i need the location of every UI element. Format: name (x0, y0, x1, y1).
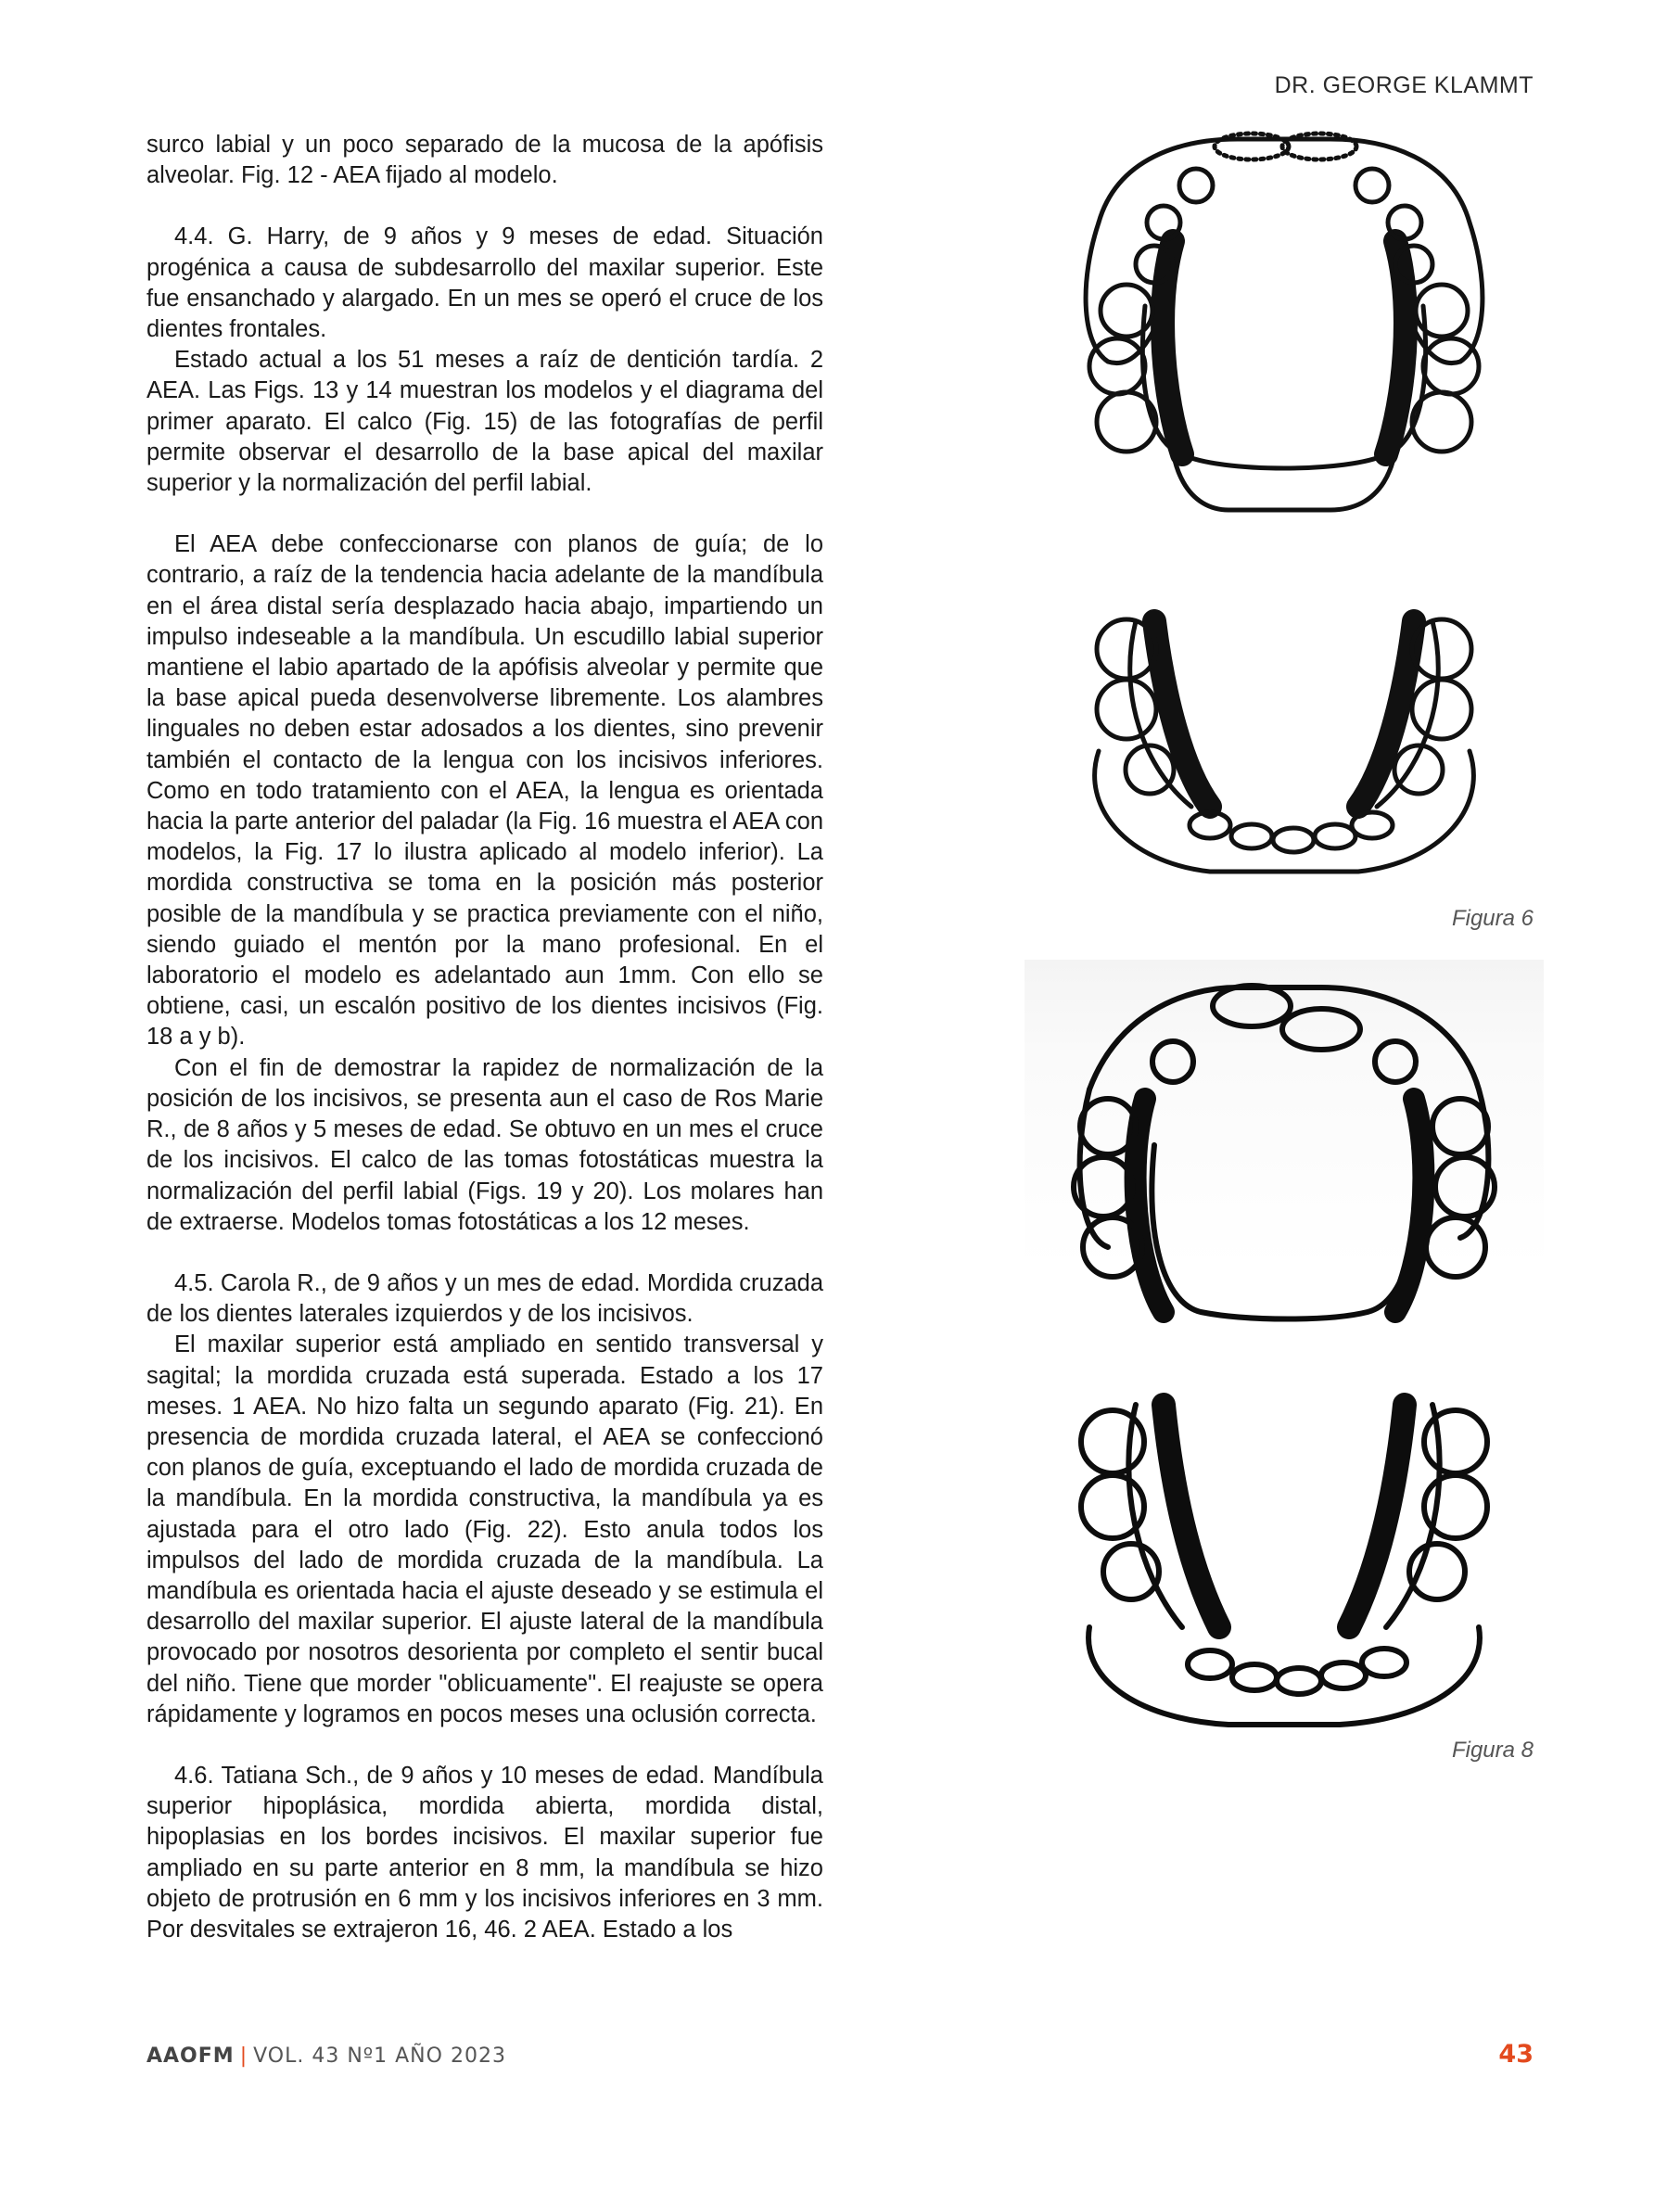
paragraph: El maxilar superior está ampliado en sentido transversal y sagital; la mordida cruzada está superada. Estado a los 17 meses. 1 AEA. No hizo falta un segundo aparato (Fig. 21). En presencia de mordida cruzada lateral, el AEA se confeccionó con planos de guía, exceptuando el lado de mordida cruzada de la mandíbula. En la mordida constructiva, la mandíbula ya es ajustada para el otro lado (Fig. 22). Esto anula todos los impulsos del lado de mordida cruzada de la mandíbula. La mandíbula es orientada hacia el ajuste deseado y se estimula el desarrollo del maxilar superior. El ajuste lateral de la mandíbula provocado por nosotros desorienta por completo el sentir bucal del niño. Tiene que morder "oblicuamente". El reajuste se opera rápidamente y logramos en pocos meses una oclusión correcta. (146, 1331, 823, 1727)
figure-8-caption: Figura 8 (1451, 1738, 1534, 1763)
paragraph: surco labial y un poco separado de la mucosa de la apófisis alveolar. Fig. 12 - AEA fijado al modelo. (146, 132, 823, 189)
paragraph: 4.4. G. Harry, de 9 años y 9 meses de edad. Situación progénica a causa de subdesarrollo del maxilar superior. Este fue ensanchado y alargado. En un mes se operó el cruce de los dientes frontales. (146, 223, 823, 343)
paragraph: 4.6. Tatiana Sch., de 9 años y 10 meses de edad. Mandíbula superior hipoplásica, mordida abierta, mordida distal, hipoplasias en los bordes incisivos. El maxilar superior fue ampliado en su parte anterior en 8 mm, la mandíbula se hizo objeto de protrusión en 6 mm y los incisivos inferiores en 3 mm. Por desvitales se extrajeron 16, 46. 2 AEA. Estado a los (146, 1762, 823, 1943)
paragraph: Estado actual a los 51 meses a raíz de dentición tardía. 2 AEA. Las Figs. 13 y 14 muestran los modelos y el diagrama del primer aparato. El calco (Fig. 15) de las fotografías de perfil permite observar el desarrollo de la base apical del maxilar superior y la normalización del perfil labial. (146, 347, 823, 497)
paragraph: Con el fin de demostrar la rapidez de normalización de la posición de los incisivos, se presenta aun el caso de Ros Marie R., de 8 años y 5 meses de edad. Se obtuvo en un mes el cruce de los incisivos. El calco de las tomas fotostáticas muestra la normalización del perfil labial (Figs. 19 y 20). Los molares han de extraerse. Modelos tomas fotostáticas a los 12 meses. (146, 1054, 823, 1235)
upper-arch-drawing (1086, 134, 1483, 510)
journal-name: AAOFM (146, 2045, 235, 2068)
paragraph: 4.5. Carola R., de 9 años y un mes de edad. Mordida cruzada de los dientes laterales izquierdos y de los incisivos. (146, 1269, 823, 1328)
upper-arch-drawing (1074, 986, 1495, 1319)
paragraph: El AEA debe confeccionarse con planos de guía; de lo contrario, a raíz de la tendencia hacia adelante de la mandíbula en el área distal sería desplazado hacia abajo, impartiendo un impulso indeseable a la mandíbula. Un escudillo labial superior mantiene el labio apartado de la apófisis alveolar y permite que la base apical pueda desenvolverse libremente. Los alambres linguales no deben estar adosados a los dientes, sino prevenir también el contacto de la lengua con los incisivos inferiores. Como en todo tratamiento con el AEA, la lengua es orientada hacia la parte anterior del paladar (la Fig. 16 muestra el AEA con modelos, la Fig. 17 lo ilustra aplicado al modelo inferior). La mordida constructiva se toma en la posición más posterior posible de la mandíbula y se practica previamente con el niño, siendo guiado el mentón por la mano profesional. En el laboratorio el modelo es adelantado aun 1mm. Con ello se obtiene, casi, un escalón positivo de los dientes incisivos (Fig. 18 a y b). (146, 531, 823, 1051)
figure-6-dental-arch-drawing (1025, 121, 1544, 899)
lower-arch-drawing (1081, 1405, 1487, 1725)
figure-8-dental-arch-drawing (1025, 960, 1544, 1734)
lower-arch-drawing (1095, 619, 1474, 872)
figure-6-caption: Figura 6 (1451, 906, 1534, 931)
footer-separator: | (239, 2045, 248, 2068)
running-head-author: DR. GEORGE KLAMMT (1274, 72, 1534, 98)
body-text-column (146, 130, 823, 1945)
footer-journal-info (146, 2045, 506, 2068)
issue-info: VOL. 43 Nº1 AÑO 2023 (253, 2045, 506, 2068)
page-number: 43 (1498, 2040, 1534, 2069)
